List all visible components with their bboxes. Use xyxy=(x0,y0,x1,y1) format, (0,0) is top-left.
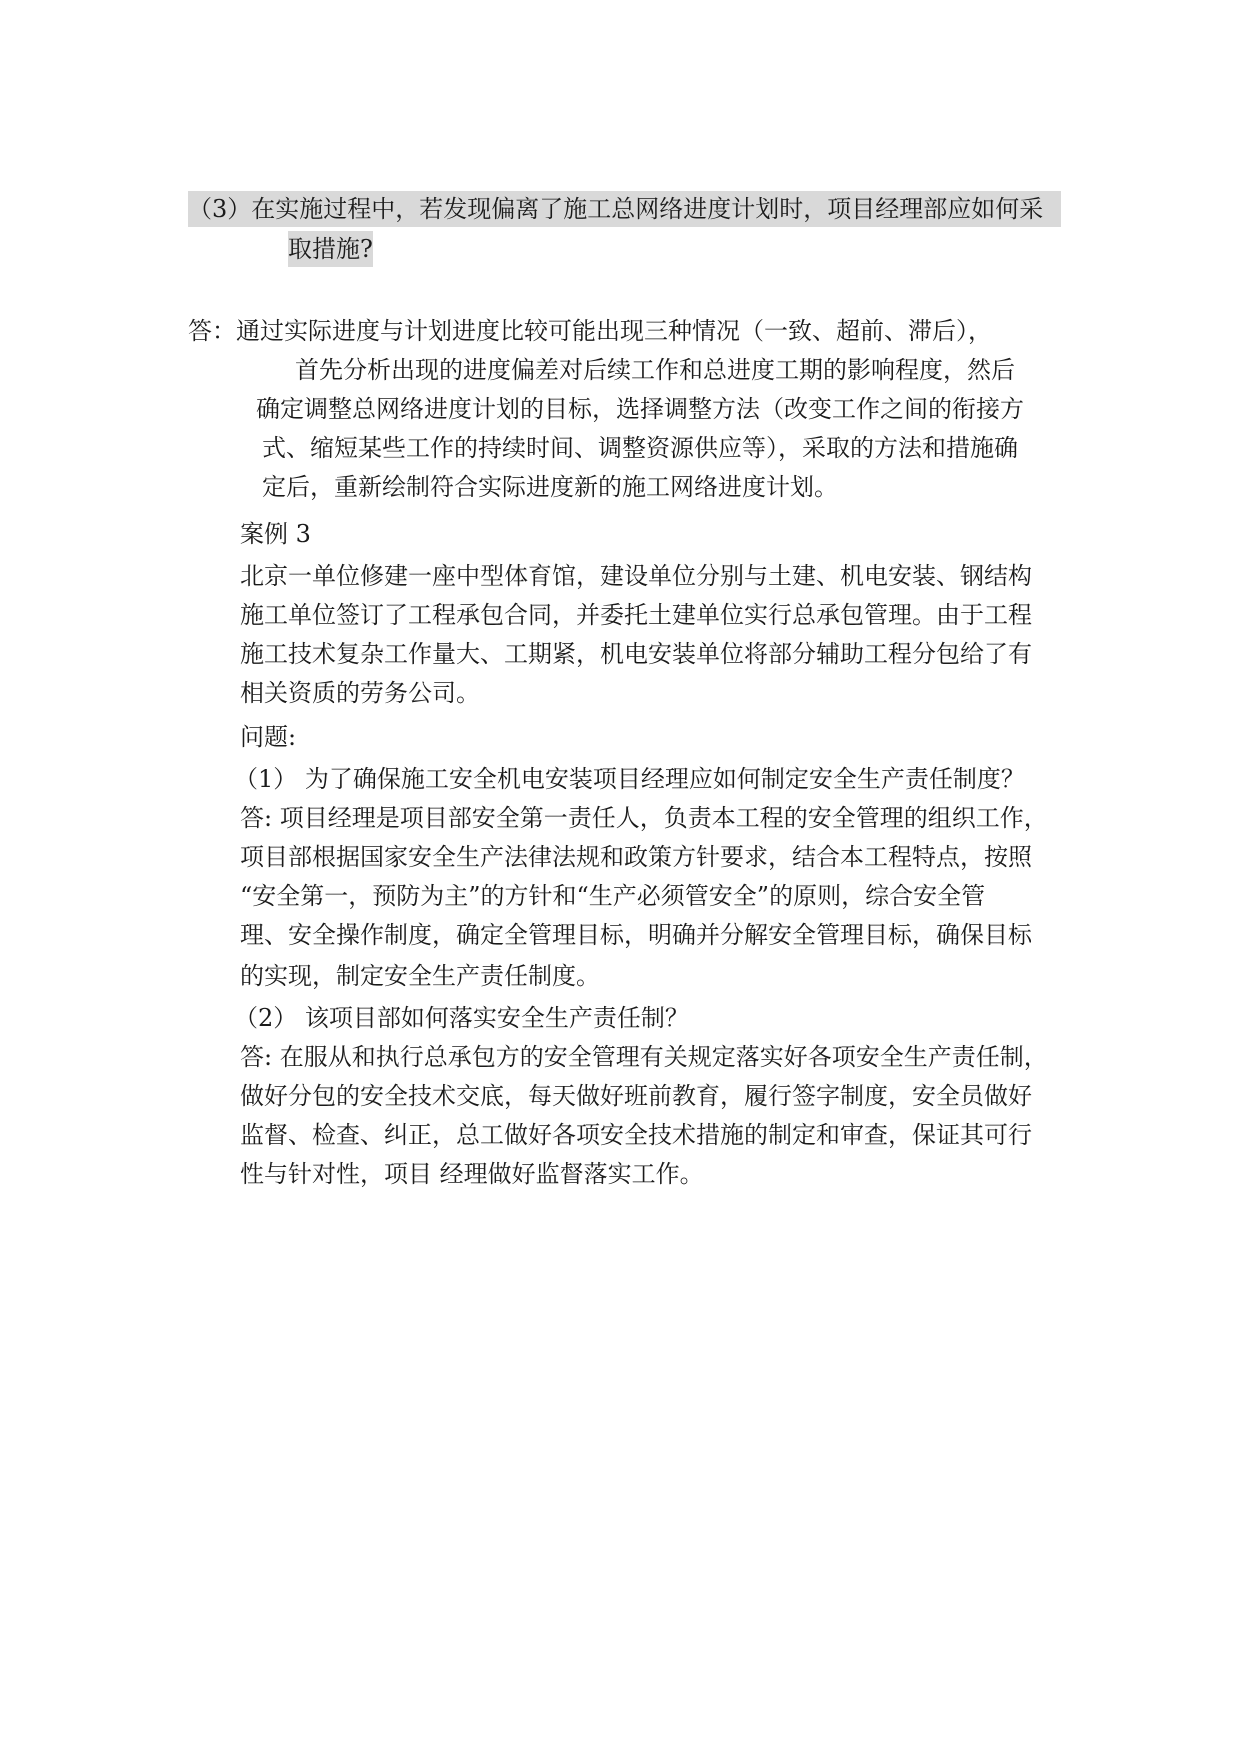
answer-1-line-4: 理、安全操作制度，确定全管理目标，明确并分解安全管理目标，确保目标 xyxy=(240,921,1032,949)
answer-1-line-2: 项目部根据国家安全生产法律法规和政策方针要求，结合本工程特点，按照 xyxy=(240,843,1032,871)
case-3-line-3: 施工技术复杂工作量大、工期紧，机电安装单位将部分辅助工程分包给了有 xyxy=(240,640,1032,668)
answer-3-line-2: 首先分析出现的进度偏差对后续工作和总进度工期的影响程度，然后 xyxy=(295,356,1015,384)
answer-1-line-1: 答: 项目经理是项目部安全第一责任人，负责本工程的安全管理的组织工作， xyxy=(240,804,1048,832)
answer-2-line-1: 答: 在服从和执行总承包方的安全管理有关规定落实好各项安全生产责任制， xyxy=(240,1043,1048,1071)
answer-3-line-3: 确定调整总网络进度计划的目标，选择调整方法（改变工作之间的衔接方 xyxy=(256,395,1024,423)
answer-2-line-2: 做好分包的安全技术交底，每天做好班前教育，履行签字制度，安全员做好 xyxy=(240,1082,1032,1110)
answer-3-line-5: 定后，重新绘制符合实际进度新的施工网络进度计划。 xyxy=(262,473,838,501)
answer-1-line-3: “安全第一，预防为主”的方针和“生产必须管安全”的原则，综合安全管 xyxy=(240,882,986,910)
answer-2-line-4: 性与针对性，项目 经理做好监督落实工作。 xyxy=(240,1160,704,1188)
case-3-line-1: 北京一单位修建一座中型体育馆，建设单位分别与土建、机电安装、钢结构 xyxy=(240,562,1032,590)
questions-label: 问题: xyxy=(240,723,297,751)
question-3-line-2: 取措施? xyxy=(288,231,373,267)
case-3-title: 案例 3 xyxy=(240,520,311,548)
answer-3-line-1: 答：通过实际进度与计划进度比较可能出现三种情况（一致、超前、滞后）， xyxy=(188,317,992,345)
case-3-line-2: 施工单位签订了工程承包合同，并委托土建单位实行总承包管理。由于工程 xyxy=(240,601,1032,629)
answer-1-line-5: 的实现，制定安全生产责任制度。 xyxy=(240,962,600,990)
question-1: （1） 为了确保施工安全机电安装项目经理应如何制定安全生产责任制度？ xyxy=(234,765,1025,793)
question-2: （2） 该项目部如何落实安全生产责任制？ xyxy=(234,1004,689,1032)
answer-2-line-3: 监督、检查、纠正，总工做好各项安全技术措施的制定和审查，保证其可行 xyxy=(240,1121,1032,1149)
answer-3-line-4: 式、缩短某些工作的持续时间、调整资源供应等），采取的方法和措施确 xyxy=(262,434,1018,462)
question-3-line-1: （3）在实施过程中，若发现偏离了施工总网络进度计划时，项目经理部应如何采 xyxy=(188,191,1061,227)
case-3-line-4: 相关资质的劳务公司。 xyxy=(240,679,480,707)
